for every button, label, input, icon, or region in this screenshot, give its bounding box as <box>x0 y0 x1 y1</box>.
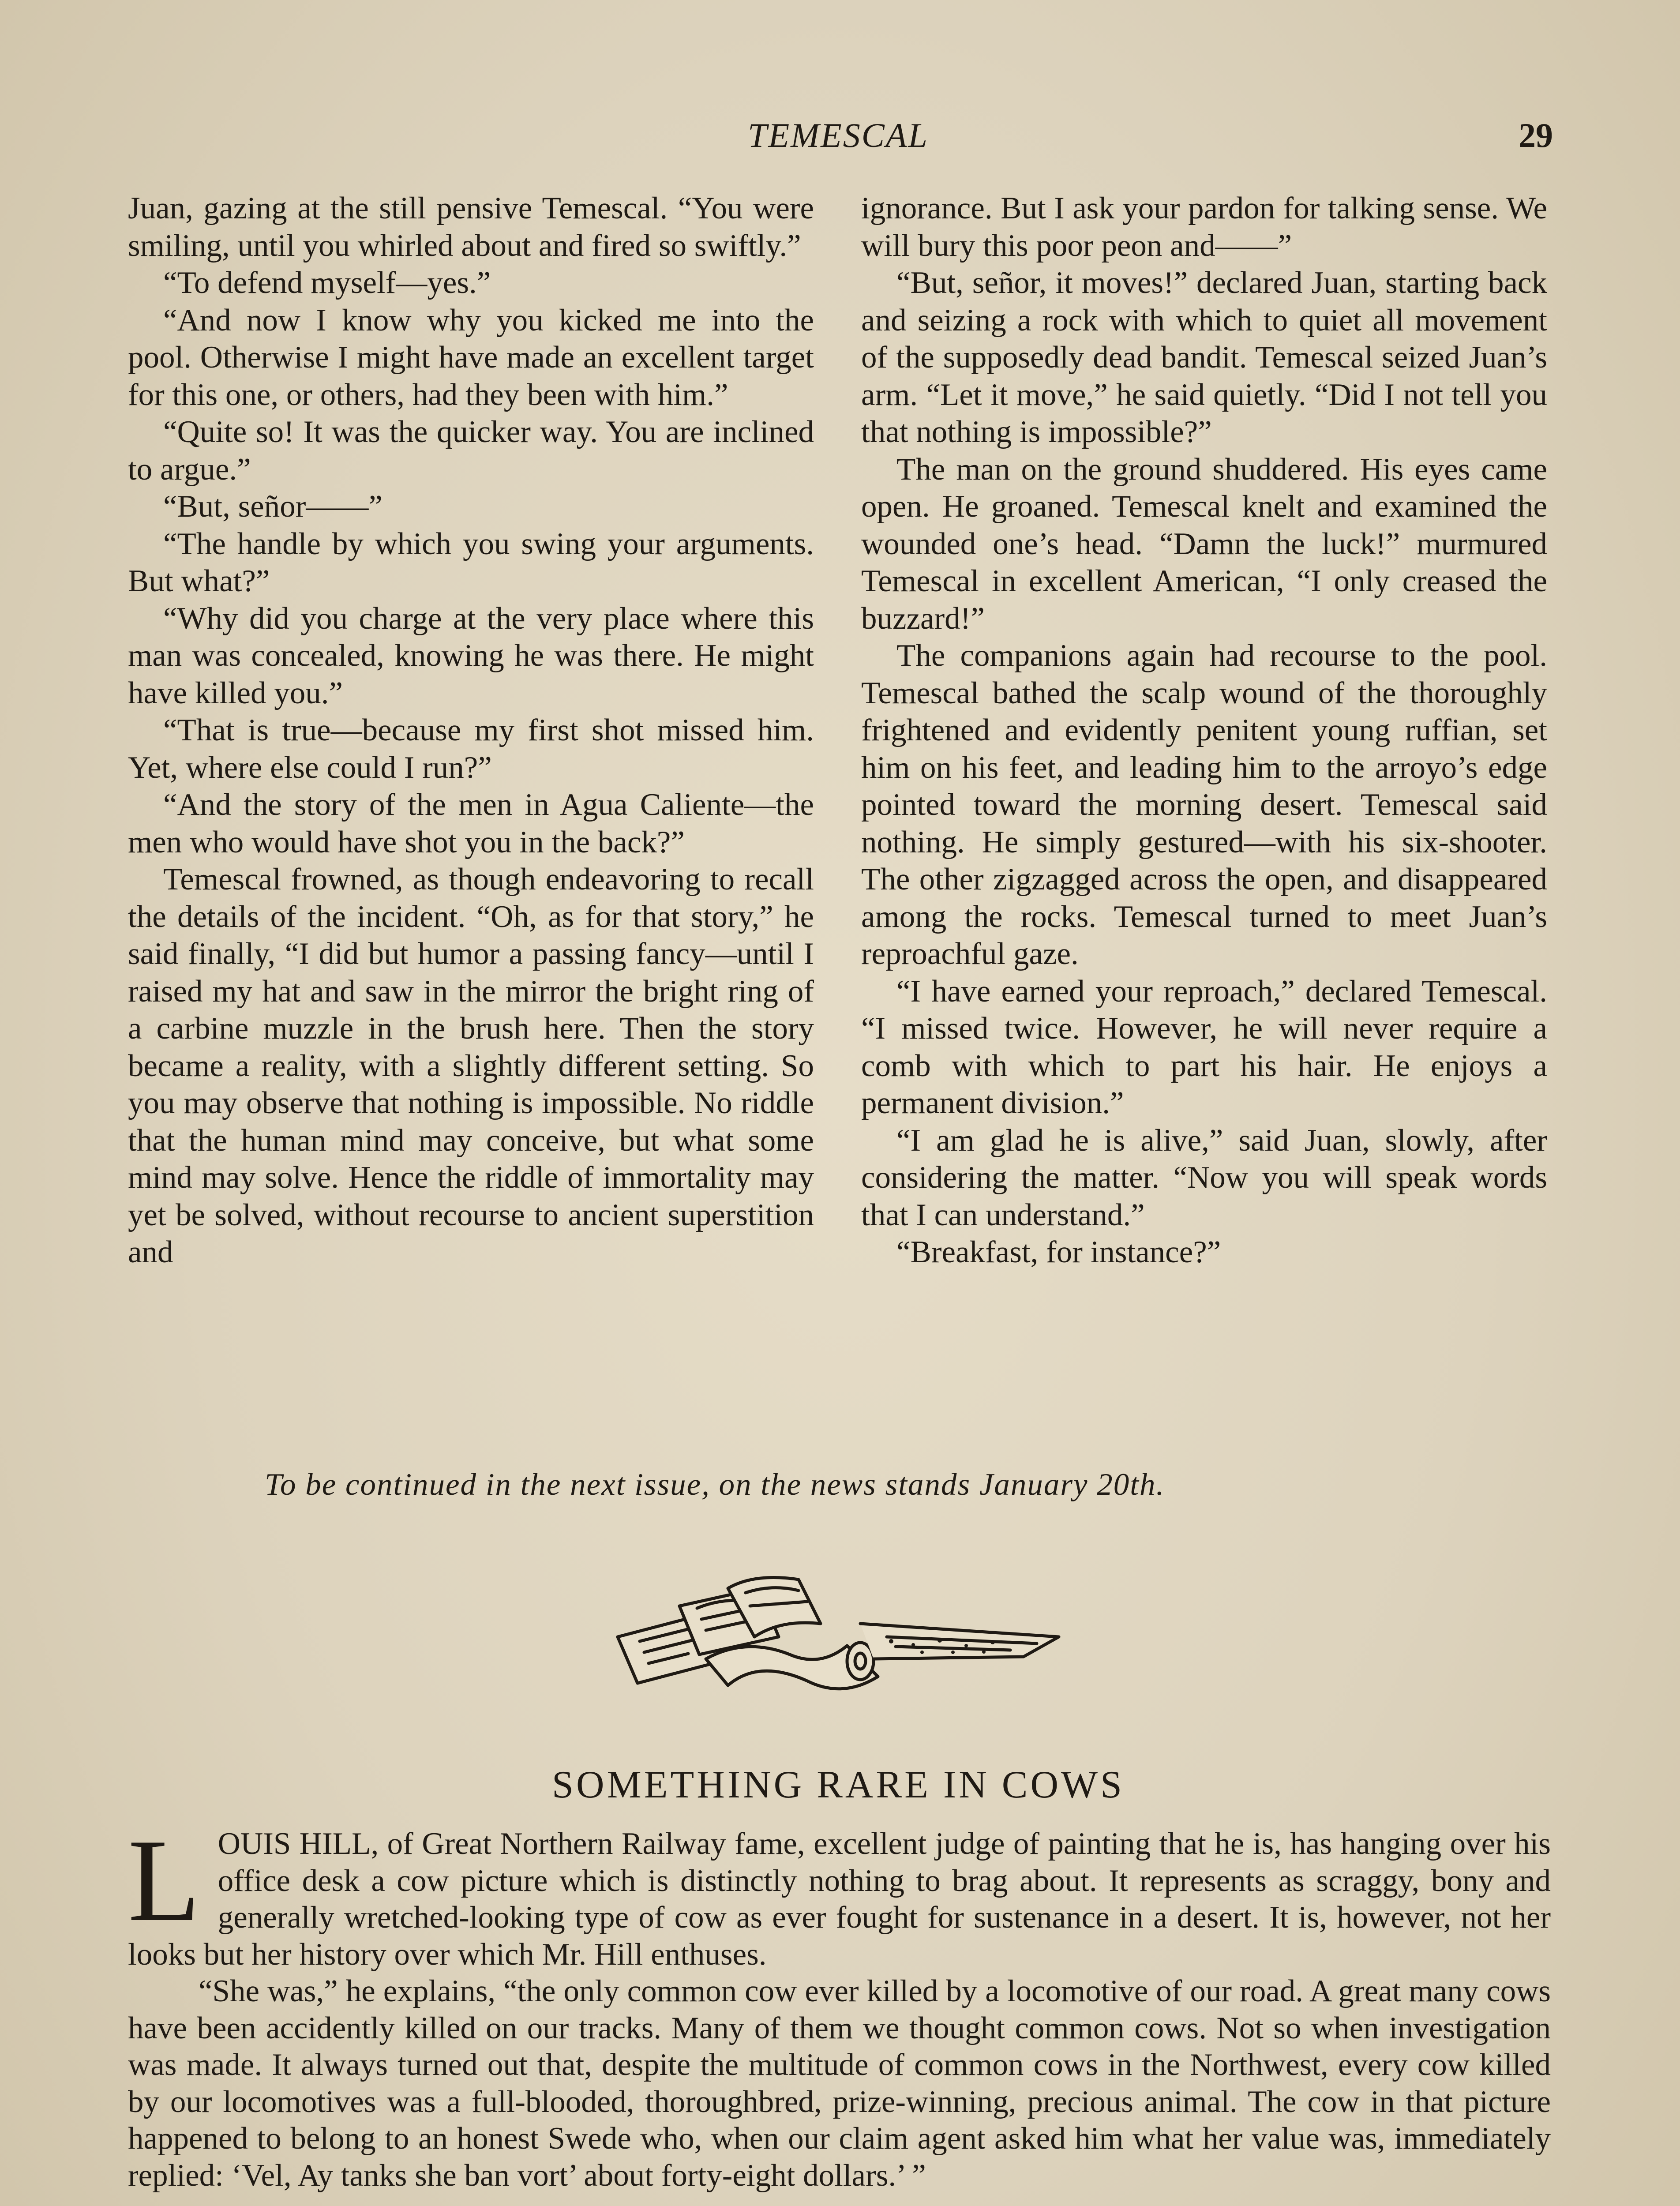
story-paragraph: “Quite so! It was the quicker way. You are inclined to argue.” <box>128 415 814 487</box>
article-paragraph-text: OUIS HILL, of Great Northern Railway fame, excellent judge of painting that he is, has hanging over his office desk a cow picture which is distinctly nothing to brag about. It represents as scraggy, bony and generally wretched-looking type of cow as ever fought for sustenance in a desert. It is, however, not her looks but her history over which Mr. Hill enthuses. <box>128 1827 1551 1972</box>
story-paragraph: “I have earned your reproach,” declared Temescal. “I missed twice. However, he will never require a comb with which to part his hair. He enjoys a permanent division.” <box>861 974 1547 1120</box>
story-paragraph: “The handle by which you swing your arguments. But what?” <box>128 526 814 598</box>
story-paragraph: The man on the ground shuddered. His eyes came open. He groaned. Temescal knelt and examined the wounded one’s head. “Damn the luck!” murmured Temescal in excellent American, “I only creased the buzzard!” <box>861 452 1547 636</box>
story-paragraph: Temescal frowned, as though endeavoring to recall the details of the incident. “Oh, as for that story,” he said finally, “I did but humor a passing fancy—until I raised my hat and saw in the mirror the bright ring of a carbine muzzle in the brush here. Then the story became a reality, with a slightly different setting. So you may observe that nothing is impossible. No riddle that the human mind may conceive, but what some mind may solve. Hence the riddle of immortality may yet be solved, without recourse to ancient superstition and <box>128 862 814 1269</box>
story-paragraph: “Breakfast, for instance?” <box>896 1235 1221 1269</box>
story-right-column <box>861 190 1547 1271</box>
article-first-paragraph <box>128 1815 1551 1973</box>
story-paragraph: ignorance. But I ask your pardon for talking sense. We will bury this poor peon and——” <box>861 191 1547 263</box>
story-left-column <box>128 190 814 1271</box>
page-number: 29 <box>1519 116 1553 154</box>
story-paragraph: “I am glad he is alive,” said Juan, slowly, after considering the matter. “Now you will speak words that I can understand.” <box>861 1123 1547 1232</box>
story-paragraph: “To defend myself—yes.” <box>163 266 491 300</box>
story-paragraph: “And the story of the men in Agua Caliente—the men who would have shot you in the back?” <box>128 788 814 859</box>
article-paragraph: “She was,” he explains, “the only common cow ever killed by a locomotive of our road. A great many cows have been accidently killed on our tracks. Many of them we thought common cows. Not so when investigation was made. It always turned out that, despite the multitude of common cows in the Northwest, every cow killed by our locomotives was a full-blooded, thoroughbred, prize-winning, precious animal. The cow in that picture happened to belong to an honest Swede who, when our claim agent asked him what her value was, immediately replied: ‘Vel, Ay tanks she ban vort’ about forty-eight dollars.’ ” <box>128 1974 1551 2193</box>
running-title: TEMESCAL <box>748 116 929 154</box>
story-paragraph: The companions again had recourse to the pool. Temescal bathed the scalp wound of the thoroughly frightened and evidently penitent young ruffian, set him on his feet, and leading him to the arroyo’s edge pointed toward the morning desert. Temescal said nothing. He simply gestured—with his six-shooter. The other zigzagged across the open, and disappeared among the rocks. Temescal turned to meet Juan’s reproachful gaze. <box>861 638 1547 971</box>
scattered-papers-and-scroll-icon <box>613 1571 1063 1699</box>
article-title: SOMETHING RARE IN COWS <box>552 1763 1125 1806</box>
story-paragraph: “And now I know why you kicked me into the pool. Otherwise I might have made an excellent target for this one, or others, had they been with him.” <box>128 303 814 412</box>
article-body <box>128 1815 1551 2194</box>
story-paragraph: “But, señor——” <box>163 489 382 524</box>
continued-note: To be continued in the next issue, on the news stands January 20th. <box>265 1467 1165 1502</box>
story-paragraph: “That is true—because my first shot missed him. Yet, where else could I run?” <box>128 713 814 785</box>
drop-cap: L <box>128 1815 200 1946</box>
story-paragraph: Juan, gazing at the still pensive Temescal. “You were smiling, until you whirled about and fired so swiftly.” <box>128 191 814 263</box>
story-paragraph: “But, señor, it moves!” declared Juan, starting back and seizing a rock with which to quiet all movement of the supposedly dead bandit. Temescal seized Juan’s arm. “Let it move,” he said quietly. “Did I not tell you that nothing is impossible?” <box>861 266 1547 449</box>
story-paragraph: “Why did you charge at the very place where this man was concealed, knowing he was there. He might have killed you.” <box>128 601 814 710</box>
